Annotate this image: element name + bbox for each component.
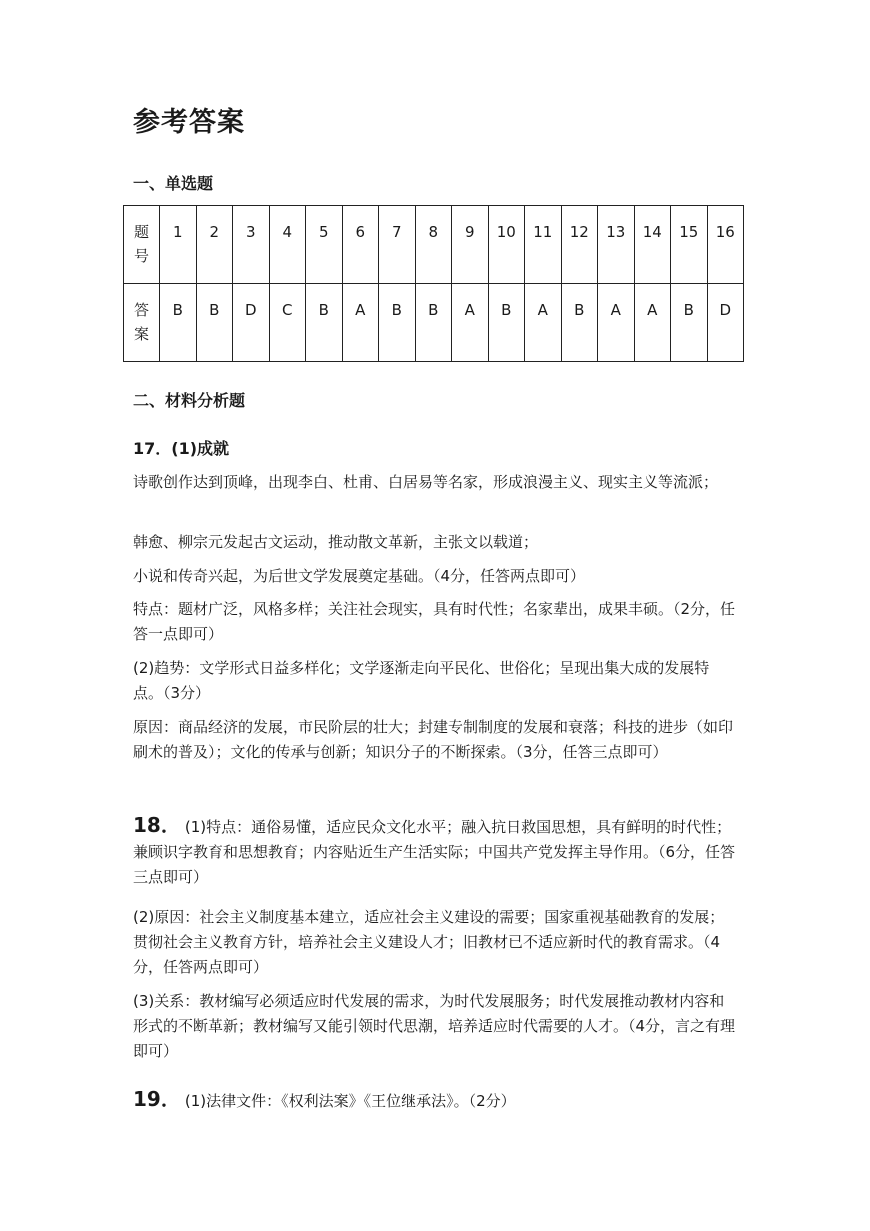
question-17-heading: 17．(1)成就 bbox=[133, 439, 230, 458]
table-cell: 15 bbox=[671, 206, 708, 284]
table-cell: B bbox=[160, 284, 197, 362]
q19-part1-text: (1)法律文件：《权利法案》《王位继承法》。（2分） bbox=[184, 1092, 516, 1110]
section-heading-material-analysis: 二、材料分析题 bbox=[133, 391, 246, 410]
table-cell: 9 bbox=[452, 206, 489, 284]
q17-paragraph: (2)趋势：文学形式日益多样化；文学逐渐走向平民化、世俗化；呈现出集大成的发展特点。（3分） bbox=[133, 659, 710, 702]
table-cell: B bbox=[671, 284, 708, 362]
page-title: 参考答案 bbox=[133, 107, 245, 138]
question-number-row bbox=[124, 206, 744, 284]
table-cell: 8 bbox=[415, 206, 452, 284]
table-cell: 1 bbox=[160, 206, 197, 284]
row-label-number: 题号 bbox=[124, 206, 160, 284]
table-cell: A bbox=[634, 284, 671, 362]
answer-row bbox=[124, 284, 744, 362]
answer-table bbox=[123, 205, 744, 362]
table-cell: C bbox=[269, 284, 306, 362]
q18-paragraph: (2)原因：社会主义制度基本建立，适应社会主义建设的需要；国家重视基础教育的发展；贯彻社会主义教育方针，培养社会主义建设人才；旧教材已不适应新时代的教育需求。（4分，任答两点即可） bbox=[133, 908, 725, 976]
table-cell: D bbox=[707, 284, 744, 362]
table-cell: 14 bbox=[634, 206, 671, 284]
q19-paragraph bbox=[133, 1087, 738, 1114]
row-label-answer: 答案 bbox=[124, 284, 160, 362]
table-cell: B bbox=[415, 284, 452, 362]
table-cell: 12 bbox=[561, 206, 598, 284]
question-18-number: 18． bbox=[133, 813, 181, 837]
table-cell: 11 bbox=[525, 206, 562, 284]
q18-paragraph bbox=[133, 813, 738, 890]
table-cell: 13 bbox=[598, 206, 635, 284]
table-cell: 5 bbox=[306, 206, 343, 284]
q18-paragraph: (3)关系：教材编写必须适应时代发展的需求，为时代发展服务；时代发展推动教材内容和形式的不断革新；教材编写又能引领时代思潮，培养适应时代需要的人才。（4分，言之有理即可） bbox=[133, 992, 736, 1060]
table-cell: 2 bbox=[196, 206, 233, 284]
q17-paragraph: 特点：题材广泛，风格多样；关注社会现实，具有时代性；名家辈出，成果丰硕。（2分，任答一点即可） bbox=[133, 600, 736, 643]
table-cell: 3 bbox=[233, 206, 270, 284]
q17-paragraph: 韩愈、柳宗元发起古文运动，推动散文革新，主张文以载道； bbox=[133, 533, 539, 551]
table-cell: 10 bbox=[488, 206, 525, 284]
table-cell: B bbox=[488, 284, 525, 362]
q18-part1-text: (1)特点：通俗易懂，适应民众文化水平；融入抗日救国思想，具有鲜明的时代性；兼顾识字教育和思想教育；内容贴近生产生活实际；中国共产党发挥主导作用。（6分，任答三点即可） bbox=[133, 818, 736, 886]
table-cell: B bbox=[196, 284, 233, 362]
table-cell: 6 bbox=[342, 206, 379, 284]
table-cell: B bbox=[561, 284, 598, 362]
table-cell: B bbox=[306, 284, 343, 362]
q17-paragraph: 诗歌创作达到顶峰，出现李白、杜甫、白居易等名家，形成浪漫主义、现实主义等流派； bbox=[133, 473, 719, 491]
q17-paragraph: 小说和传奇兴起，为后世文学发展奠定基础。（4分，任答两点即可） bbox=[133, 567, 586, 585]
table-cell: A bbox=[525, 284, 562, 362]
table-cell: 16 bbox=[707, 206, 744, 284]
question-19-number: 19． bbox=[133, 1087, 181, 1111]
table-cell: D bbox=[233, 284, 270, 362]
table-cell: A bbox=[342, 284, 379, 362]
section-heading-single-choice: 一、单选题 bbox=[133, 174, 214, 193]
table-cell: A bbox=[598, 284, 635, 362]
q17-paragraph: 原因：商品经济的发展，市民阶层的壮大；封建专制制度的发展和衰落；科技的进步（如印刷术的普及）；文化的传承与创新；知识分子的不断探索。（3分，任答三点即可） bbox=[133, 718, 734, 761]
table-cell: 7 bbox=[379, 206, 416, 284]
table-cell: B bbox=[379, 284, 416, 362]
table-cell: A bbox=[452, 284, 489, 362]
table-cell: 4 bbox=[269, 206, 306, 284]
